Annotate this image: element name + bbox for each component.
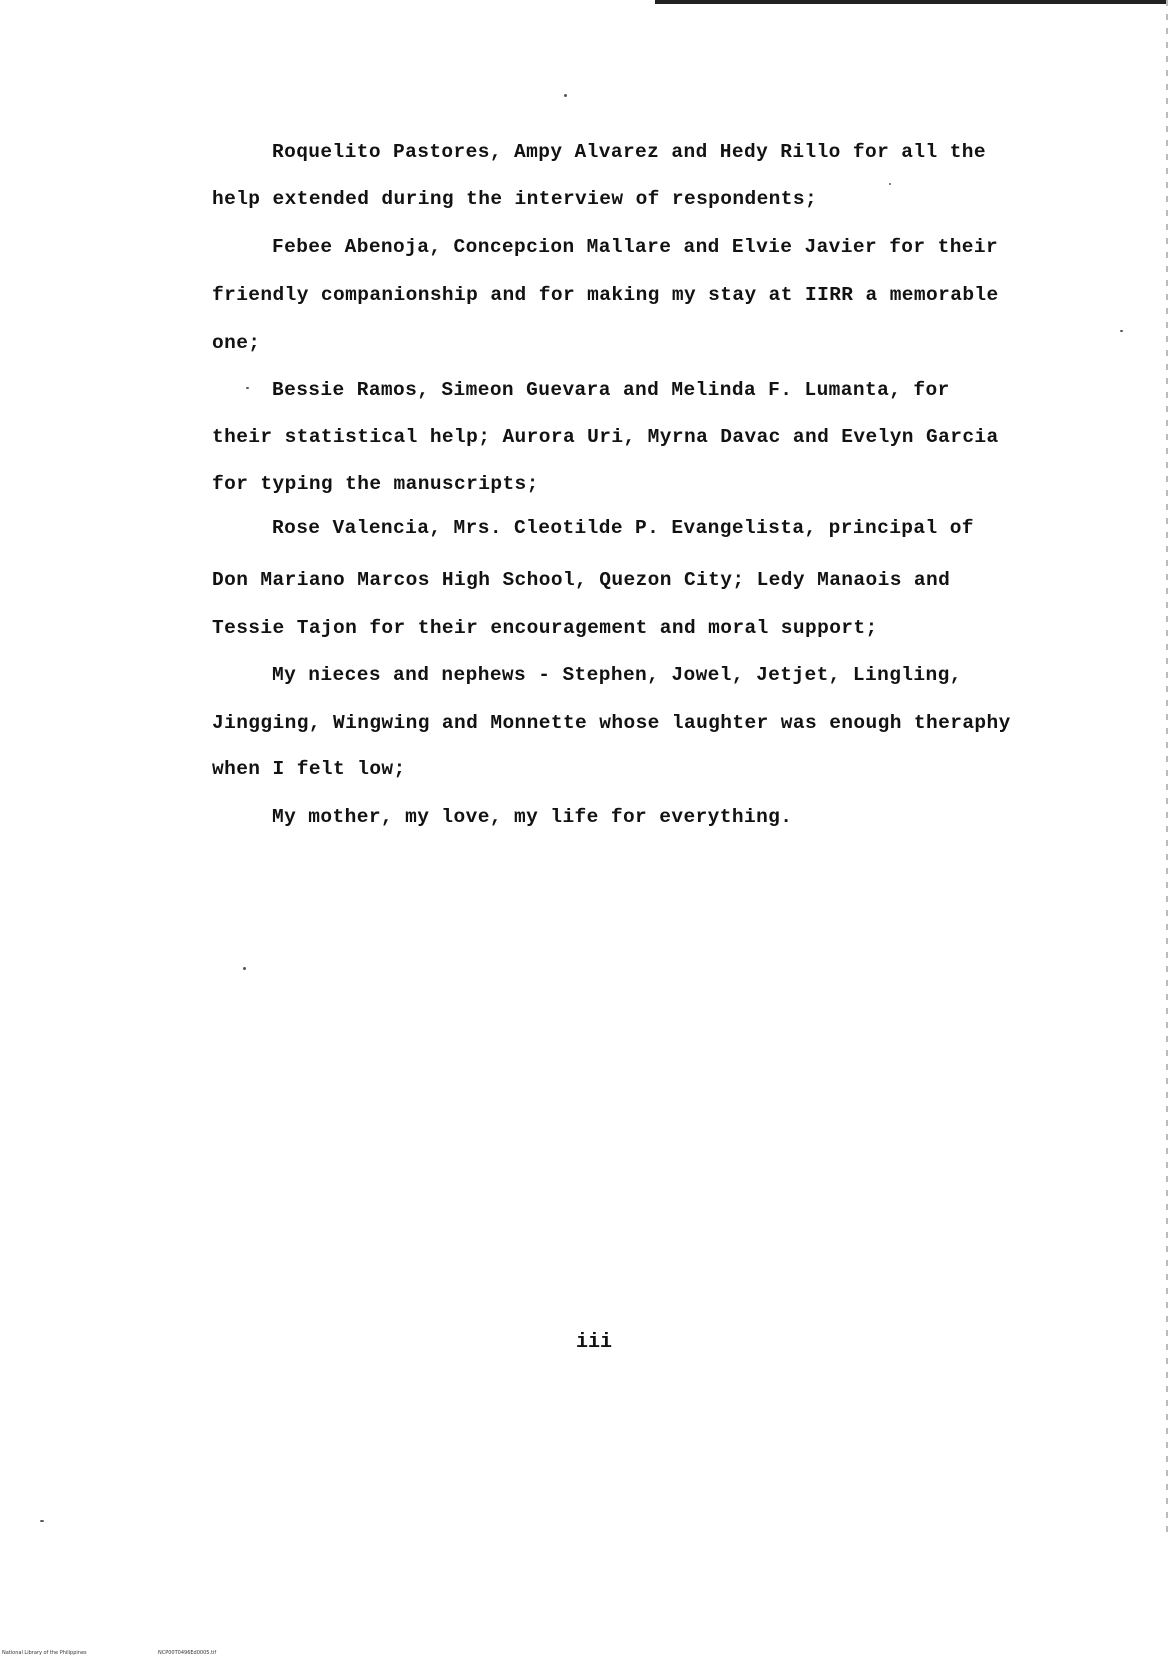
scan-speck	[243, 967, 246, 970]
ack-line-5: one;	[212, 332, 261, 354]
ack-line-15: My mother, my love, my life for everything.	[272, 806, 793, 828]
page-number: iii	[576, 1331, 613, 1354]
footer-library: National Library of the Philippines	[2, 1650, 87, 1656]
ack-line-7: their statistical help; Aurora Uri, Myrna Davac and Evelyn Garcia	[212, 426, 999, 448]
ack-line-4: friendly companionship and for making my stay at IIRR a memorable	[212, 284, 999, 306]
ack-line-10: Don Mariano Marcos High School, Quezon City; Ledy Manaois and	[212, 569, 951, 591]
scan-speck	[564, 94, 567, 97]
ack-line-13: Jingging, Wingwing and Monnette whose laughter was enough theraphy	[212, 712, 1011, 734]
scan-speck	[1120, 330, 1123, 332]
scan-top-edge	[655, 0, 1168, 4]
ack-line-6: Bessie Ramos, Simeon Guevara and Melinda F. Lumanta, for	[272, 379, 950, 401]
scan-speck	[40, 1520, 44, 1522]
ack-line-9: Rose Valencia, Mrs. Cleotilde P. Evangelista, principal of	[272, 517, 974, 539]
scan-speck	[889, 183, 891, 185]
ack-line-14: when I felt low;	[212, 758, 406, 780]
ack-line-2: help extended during the interview of respondents;	[212, 188, 818, 210]
footer-file: NCP00T0496Ed0005.tif	[158, 1650, 217, 1656]
scan-speck	[246, 387, 249, 389]
ack-line-11: Tessie Tajon for their encouragement and moral support;	[212, 617, 878, 639]
ack-line-3: Febee Abenoja, Concepcion Mallare and Elvie Javier for their	[272, 236, 999, 258]
ack-line-1: Roquelito Pastores, Ampy Alvarez and Hedy Rillo for all the	[272, 141, 987, 163]
ack-line-8: for typing the manuscripts;	[212, 473, 539, 495]
ack-line-12: My nieces and nephews - Stephen, Jowel, Jetjet, Lingling,	[272, 664, 962, 686]
